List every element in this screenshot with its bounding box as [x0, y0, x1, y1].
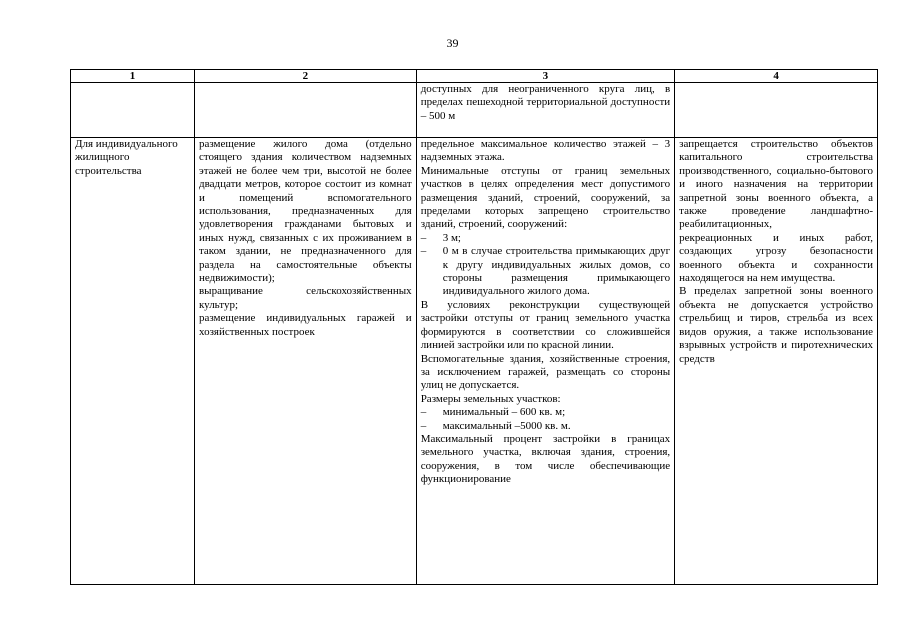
header-col-3: 3: [416, 70, 674, 83]
cell-empty: [675, 83, 878, 138]
parameter-paragraph: предельное максимальное количество этажей – 3 надземных этажа.: [420, 138, 671, 164]
dash-item-text: 0 м в случае строительства примыкающих друг к другу индивидуальных жилых домов, со стороны размещения примыкающего индивидуального жилого дома.: [442, 245, 671, 298]
parameter-paragraph: Максимальный процент застройки в границах земельного участка, включая здания, строения, сооружения, в том числе обеспечивающие функционирование: [420, 432, 671, 486]
dash-list-item: [421, 420, 670, 433]
parameter-paragraph: В условиях реконструкции существующей застройки отступы от границ земельного участка формируются в соответствии со сложившейся линией застройки или по красной линии.: [420, 298, 671, 352]
header-col-4: 4: [675, 70, 878, 83]
permitted-use-item: размещение индивидуальных гаражей и хозяйственных построек: [198, 312, 412, 338]
zoning-table: [70, 69, 878, 585]
parameter-paragraph: Размеры земельных участков:: [420, 392, 561, 405]
dash-list-item: [421, 245, 670, 299]
cell-permitted-uses: [194, 138, 416, 585]
header-col-1: 1: [71, 70, 195, 83]
cell-empty: [194, 83, 416, 138]
dash-list-item: [421, 406, 670, 419]
dash-marker: –: [420, 231, 427, 244]
cell-parameters: [416, 138, 674, 585]
dash-item-text: максимальный –5000 кв. м.: [442, 419, 571, 432]
page-number: 39: [446, 36, 459, 50]
continued-paragraph: доступных для неограниченного круга лиц, в пределах пешеходной территориальной доступности – 500 м: [420, 83, 671, 122]
dash-list-item: [421, 232, 670, 245]
cell-continued-text: [416, 83, 674, 138]
dash-marker: –: [420, 406, 427, 419]
dash-marker: –: [420, 419, 427, 432]
restriction-paragraph: запрещается строительство объектов капитального строительства производственного, социально-бытового и иного назначения на территории запретной зоны военного объекта, а также проведение ландшафтно-реабилитационных,: [679, 138, 873, 231]
permitted-use-item: размещение жилого дома (отдельно стоящего здания количеством надземных этажей не более чем три, высотой не более двадцати метров, которое состоит из комнат и помещений вспомогательного использования, предназначенных для удовлетворения гражданами бытовых и иных нужд, связанных с их проживанием в таком здании, не предназначенного для раздела на самостоятельные объекты недвижимости);: [198, 138, 412, 285]
permitted-use-item: выращивание сельскохозяйственных культур;: [198, 285, 412, 311]
parameter-paragraph: Вспомогательные здания, хозяйственные строения, за исключением гаражей, размещать со стороны улиц не допускается.: [420, 352, 671, 392]
table-row: [71, 138, 878, 585]
parameter-paragraph: Минимальные отступы от границ земельных участков в целях определения мест допустимого размещения зданий, строений, сооружений, за пределами которых запрещено строительство зданий, строений, сооружений:: [420, 164, 671, 231]
dash-marker: –: [420, 245, 427, 258]
table-header-row: [71, 70, 878, 83]
cell-restrictions: [675, 138, 878, 585]
header-col-2: 2: [194, 70, 416, 83]
cell-land-use-type: [71, 138, 195, 585]
restriction-paragraph: В пределах запретной зоны военного объекта не допускается устройство стрельбищ и тиров, стрельба из всех видов оружия, а также использование взрывных устройств и пиротехнических средств: [679, 285, 873, 365]
land-use-type-text: Для индивидуального жилищного строительства: [75, 138, 178, 177]
dash-item-text: 3 м;: [442, 231, 461, 244]
table-row: [71, 83, 878, 138]
restriction-paragraph: рекреационных и иных работ, создающих угрозу безопасности военного объекта и сохранности находящегося на нем имущества.: [679, 231, 873, 285]
dash-item-text: минимальный – 600 кв. м;: [442, 406, 566, 419]
cell-empty: [71, 83, 195, 138]
